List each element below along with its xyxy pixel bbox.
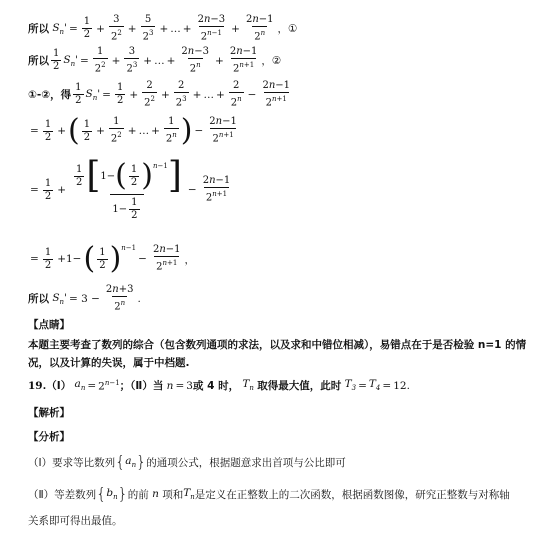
frac: $\frac{1}{2}$ [53, 48, 60, 73]
frac: $\frac{2}{2^n}$ [230, 80, 242, 109]
eq7-prefix: 所以 [28, 293, 49, 306]
frac: $\frac{2n-3}{2^n}$ [181, 46, 209, 75]
q19-answer: 19. （Ⅰ） $a_n$ = $2^{n-1}$ ；（Ⅱ）当 n = 3 或 4 时， $T_n$ 取得最大值，此时 $T_3$ = $T_4$ = 12. [28, 378, 410, 393]
big-frac: $\frac{1}{2}$ [ 1− ( $\frac{1}{2}$ ) $^{n -1}$ ] 1− $\frac{1}{2}$ [76, 155, 182, 221]
eq-line-2: 所以 $\frac{1}{2}$ $S_n'$ = $\frac{1}{2^2}$ + $\frac{3}{2^3}$ + … + $\frac{2n-3}{2^n}$ + $\frac{2n-1}{2^{n+1}}$ ， ② [28, 46, 282, 75]
eq-line-4: = $\frac{1}{2}$ + ( $\frac{1}{2}$ + $\frac{1}{2^2}$ + … + $\frac{1}{2^n}$ ) − $\frac{2n-1}{2^{n+1}}$ [30, 113, 237, 148]
q19-number: 19. [28, 379, 47, 392]
frac: $\frac{1}{2}$ [116, 82, 124, 107]
frac: $\frac{2n-1}{2^{n+1}}$ [262, 80, 291, 109]
q19-part2: ；（Ⅱ）当 [119, 380, 164, 392]
frac: $\frac{1}{2}$ [83, 16, 91, 41]
frac: $\frac{2n-1}{2^{n+1}}$ [202, 175, 231, 204]
q19-part1: （Ⅰ） [46, 380, 72, 392]
ellipsis: … [203, 88, 214, 101]
frac: $\frac{3}{2^3}$ [126, 46, 138, 75]
section-dianjing: 【点睛】 [28, 319, 70, 331]
frac: $\frac{5}{2^3}$ [142, 14, 154, 43]
frac: $\frac{1}{2}$ [44, 177, 52, 202]
frac: $\frac{3}{2^2}$ [110, 14, 122, 43]
frac: $\frac{2n-3}{2^{n-1}}$ [197, 14, 226, 43]
frac: $\frac{1}{2}$ [75, 82, 82, 107]
eq2-prefix: 所以 [28, 55, 49, 68]
ellipsis: … [138, 125, 150, 137]
section-fenxi: 【分析】 [28, 431, 70, 443]
frac: $\frac{2}{2^3}$ [175, 80, 187, 109]
eq1-lhs: $S_n'$ [49, 21, 67, 36]
frac: $\frac{2n+3}{2^n}$ [105, 284, 134, 313]
q19-part3: 或 4 时， [192, 380, 240, 392]
frac: $\frac{2n-1}{2^{n+1}}$ [152, 244, 181, 273]
fenxi-2: （Ⅱ）等差数列 { $b_n$ } 的前 n 项和 $T_n$ 是定义在正整数上的二次函数，根据函数图像，研究正整数与对称轴 [28, 484, 510, 503]
frac: $\frac{1}{2}$ [44, 118, 52, 143]
marker-2: ② [271, 54, 282, 67]
frac: $\frac{1}{2^2}$ [110, 116, 122, 145]
frac: $\frac{2n-1}{2^{n+1}}$ [229, 46, 258, 75]
frac: $\frac{2n-1}{2^n}$ [245, 14, 274, 43]
eq-line-1: 所以 $S_n'$ = $\frac{1}{2}$ + $\frac{3}{2^2}$ + $\frac{5}{2^3}$ + … + $\frac{2n-3}{2^{n-1}}$ + $\frac{2n-1}{2^n}$ ， ① [28, 14, 298, 43]
marker-1: ① [288, 22, 298, 35]
frac: $\frac{1}{2}$ [99, 246, 106, 271]
fenxi-2-a: （Ⅱ）等差数列 [28, 488, 97, 501]
ellipsis: … [154, 54, 165, 67]
section-jiexi: 【解析】 [28, 407, 70, 419]
fenxi-1-b: 的通项公式，根据题意求出首项与公比即可 [146, 456, 346, 469]
q19-part4: 取得最大值，此时 [257, 380, 342, 392]
ellipsis: … [170, 22, 181, 35]
frac: $\frac{1}{2}$ [44, 246, 52, 271]
fenxi-1-a: （Ⅰ）要求等比数列 [28, 456, 116, 469]
fenxi-2-d: 是定义在正整数上的二次函数，根据函数图像，研究正整数与对称轴 [194, 488, 510, 501]
eq-line-3: ①-②，得 $\frac{1}{2}$ $S_n'$ = $\frac{1}{2}$ + $\frac{2}{2^2}$ + $\frac{2}{2^3}$ + … + $\frac{2}{2^n}$ − $\frac{2n-1}{2^{n+1}}$ [28, 80, 291, 109]
fenxi-2-b: 的前 [127, 488, 149, 501]
fenxi-2-cont: 关系即可得出最值。 [28, 515, 123, 527]
frac: $\frac{1}{2}$ [83, 118, 91, 143]
frac: $\frac{1}{2^2}$ [94, 46, 106, 75]
eq1-prefix: 所以 [28, 23, 49, 36]
fenxi-1: （Ⅰ）要求等比数列 { $a_n$ } 的通项公式，根据题意求出首项与公比即可 [28, 452, 346, 471]
eq-line-5: = $\frac{1}{2}$ + $\frac{1}{2}$ [ 1− ( $\frac{1}{2}$ ) $^{n -1}$ ] 1− $\frac{1}{2}$ − $\frac{2n-1}{2^{n+1}}$ [30, 155, 231, 221]
eq-line-6: = $\frac{1}{2}$ +1− ( $\frac{1}{2}$ ) $^{n -1}$ − $\frac{2n-1}{2^{n+1}}$ ， [30, 241, 196, 276]
eq3-prefix: ①-②，得 [28, 89, 72, 102]
dianjing-text: 本题主要考查了数列的综合（包含数列通项的求法，以及求和中错位相减），易错点在于是否检验 n=1 的情况，以及计算的失误，属于中档题. [28, 339, 527, 369]
frac: $\frac{2}{2^2}$ [144, 80, 155, 109]
frac: $\frac{2n-1}{2^{n+1}}$ [209, 116, 237, 145]
frac: $\frac{1}{2^n}$ [165, 116, 177, 145]
eq-line-7: 所以 $S_n'$ = 3 − $\frac{2n+3}{2^n}$ . [28, 284, 141, 313]
fenxi-2-c: 项和 [162, 488, 184, 501]
